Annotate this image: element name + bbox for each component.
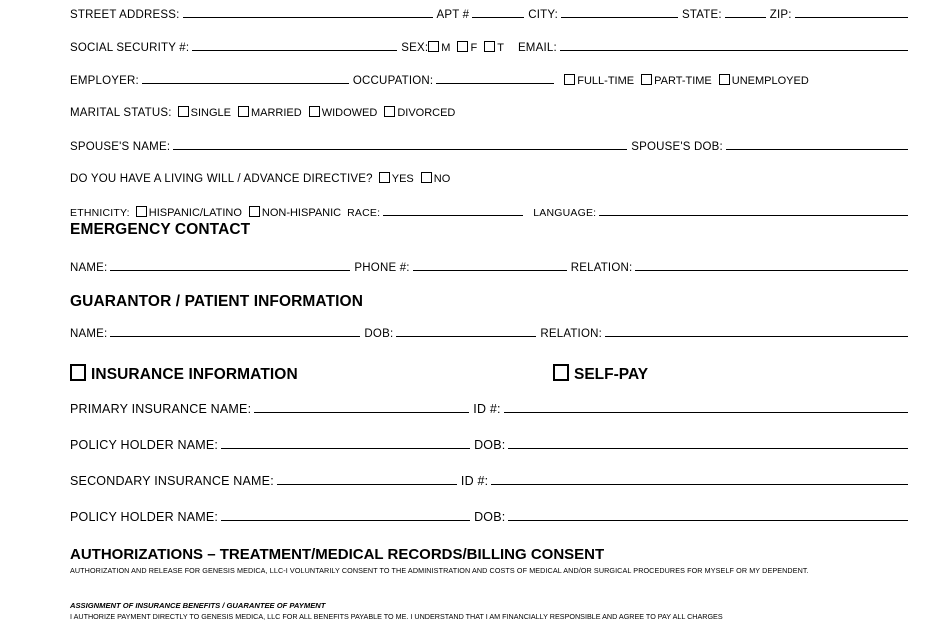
employer-label: EMPLOYER:: [70, 75, 139, 87]
authorizations-consent-text: AUTHORIZATION AND RELEASE FOR GENESIS MEDICA, LLC-I VOLUNTARILY CONSENT TO THE ADMINISTRATION AND COSTS OF MEDICAL AND/OR SURGICAL PROCEDURES FOR MYSELF OR MY DEPENDENT.: [70, 566, 809, 575]
sex-t-checkbox[interactable]: [484, 41, 495, 52]
secondary-policy-holder-input[interactable]: [221, 509, 470, 521]
ethnicity-option-hispanic[interactable]: [136, 205, 242, 219]
occupation-label: OCCUPATION:: [352, 75, 434, 87]
marital-option-widowed[interactable]: [309, 105, 378, 119]
primary-policy-holder-dob-input[interactable]: [508, 437, 908, 449]
sex-f-checkbox[interactable]: [457, 41, 468, 52]
zip-label: ZIP:: [769, 9, 792, 21]
sex-option-f[interactable]: [457, 40, 477, 54]
secondary-policy-holder-dob-input[interactable]: [508, 509, 908, 521]
social-security-input[interactable]: [192, 39, 397, 51]
married-checkbox[interactable]: [238, 106, 249, 117]
primary-insurance-id-label: ID #:: [473, 402, 501, 416]
widowed-checkbox[interactable]: [309, 106, 320, 117]
spouse-row: [70, 138, 912, 153]
unemployed-label: UNEMPLOYED: [731, 75, 809, 87]
employer-row: [70, 72, 912, 87]
street-address-label: STREET ADDRESS:: [70, 9, 180, 21]
secondary-insurance-name-input[interactable]: [277, 473, 457, 485]
sex-m-label: M: [441, 42, 451, 54]
email-label: EMAIL:: [517, 42, 557, 54]
single-checkbox[interactable]: [178, 106, 189, 117]
marital-option-single[interactable]: [178, 105, 231, 119]
sex-t-label: T: [497, 42, 504, 54]
guarantor-dob-input[interactable]: [396, 325, 536, 337]
state-input[interactable]: [725, 6, 766, 18]
emergency-phone-input[interactable]: [413, 259, 567, 271]
zip-input[interactable]: [795, 6, 908, 18]
employment-option-full-time[interactable]: [564, 73, 634, 87]
ssn-sex-email-row: [70, 39, 912, 54]
race-input[interactable]: [383, 204, 523, 216]
city-label: CITY:: [528, 9, 559, 21]
sex-option-m[interactable]: [428, 40, 450, 54]
race-label: RACE:: [347, 207, 381, 219]
marital-status-row: [70, 105, 912, 119]
primary-insurance-row: [70, 401, 912, 416]
social-security-label: SOCIAL SECURITY #:: [70, 42, 190, 54]
guarantor-row: [70, 325, 912, 340]
ethnicity-option-non-hispanic[interactable]: [249, 205, 341, 219]
non-hispanic-label: NON-HISPANIC: [261, 207, 342, 219]
living-will-label: DO YOU HAVE A LIVING WILL / ADVANCE DIRECTIVE?: [70, 173, 373, 185]
emergency-relation-label: RELATION:: [570, 262, 633, 274]
primary-policy-holder-row: [70, 437, 912, 452]
emergency-phone-label: PHONE #:: [354, 262, 410, 274]
sex-f-label: F: [470, 42, 478, 54]
secondary-insurance-name-label: SECONDARY INSURANCE NAME:: [70, 474, 274, 488]
marital-option-divorced[interactable]: [384, 105, 455, 119]
emergency-name-input[interactable]: [110, 259, 350, 271]
primary-policy-holder-label: POLICY HOLDER NAME:: [70, 438, 219, 452]
authorizations-heading: AUTHORIZATIONS – TREATMENT/MEDICAL RECORDS/BILLING CONSENT: [70, 546, 605, 563]
secondary-policy-holder-dob-label: DOB:: [474, 510, 506, 524]
email-input[interactable]: [560, 39, 908, 51]
living-will-yes-label: YES: [391, 173, 414, 185]
emergency-contact-row: [70, 259, 912, 274]
spouse-dob-label: SPOUSE'S DOB:: [631, 141, 723, 153]
sex-m-checkbox[interactable]: [428, 41, 439, 52]
primary-insurance-id-input[interactable]: [504, 401, 908, 413]
guarantor-relation-label: RELATION:: [540, 328, 602, 340]
guarantor-name-label: NAME:: [70, 328, 108, 340]
secondary-insurance-row: [70, 473, 912, 488]
guarantor-relation-input[interactable]: [605, 325, 908, 337]
emergency-name-label: NAME:: [70, 262, 108, 274]
occupation-input[interactable]: [436, 72, 554, 84]
insurance-information-label: INSURANCE INFORMATION: [91, 366, 298, 383]
guarantor-heading: GUARANTOR / PATIENT INFORMATION: [70, 293, 363, 310]
part-time-label: PART-TIME: [654, 75, 712, 87]
street-address-row: [70, 6, 912, 21]
employment-option-part-time[interactable]: [641, 73, 712, 87]
hispanic-latino-label: HISPANIC/LATINO: [148, 207, 242, 219]
guarantor-name-input[interactable]: [110, 325, 360, 337]
city-input[interactable]: [561, 6, 678, 18]
secondary-policy-holder-label: POLICY HOLDER NAME:: [70, 510, 219, 524]
primary-insurance-name-label: PRIMARY INSURANCE NAME:: [70, 402, 252, 416]
full-time-checkbox[interactable]: [564, 74, 575, 85]
primary-policy-holder-input[interactable]: [221, 437, 470, 449]
insurance-information-checkbox[interactable]: [70, 364, 86, 381]
street-address-input[interactable]: [183, 6, 433, 18]
unemployed-checkbox[interactable]: [719, 74, 730, 85]
hispanic-latino-checkbox[interactable]: [136, 206, 147, 217]
primary-policy-holder-dob-label: DOB:: [474, 438, 506, 452]
marital-option-married[interactable]: [238, 105, 302, 119]
living-will-no-checkbox[interactable]: [421, 172, 432, 183]
assignment-of-benefits-text: I AUTHORIZE PAYMENT DIRECTLY TO GENESIS MEDICA, LLC FOR ALL BENEFITS PAYABLE TO ME. I UNDERSTAND THAT I AM FINANCIALLY RESPONSIBLE AND AGREE TO PAY ALL CHARGES: [70, 612, 723, 621]
widowed-label: WIDOWED: [321, 107, 378, 119]
self-pay-label: SELF-PAY: [574, 366, 649, 383]
insurance-information-heading[interactable]: [70, 362, 298, 384]
part-time-checkbox[interactable]: [641, 74, 652, 85]
secondary-insurance-id-input[interactable]: [491, 473, 908, 485]
self-pay-checkbox[interactable]: [553, 364, 569, 381]
spouse-name-label: SPOUSE'S NAME:: [70, 141, 171, 153]
emergency-relation-input[interactable]: [635, 259, 908, 271]
living-will-row: [70, 171, 912, 185]
sex-option-t[interactable]: [484, 40, 504, 54]
self-pay-heading[interactable]: [553, 362, 648, 384]
living-will-option-yes[interactable]: [379, 171, 414, 185]
sex-label: SEX:: [401, 42, 429, 54]
assignment-of-benefits-heading: ASSIGNMENT OF INSURANCE BENEFITS / GUARANTEE OF PAYMENT: [70, 601, 326, 610]
non-hispanic-checkbox[interactable]: [249, 206, 260, 217]
ethnicity-row: [70, 204, 912, 219]
full-time-label: FULL-TIME: [577, 75, 635, 87]
divorced-label: DIVORCED: [397, 107, 456, 119]
living-will-yes-checkbox[interactable]: [379, 172, 390, 183]
emergency-contact-heading: EMERGENCY CONTACT: [70, 221, 251, 238]
employment-option-unemployed[interactable]: [719, 73, 809, 87]
ethnicity-label: ETHNICITY:: [70, 207, 130, 219]
primary-insurance-name-input[interactable]: [254, 401, 469, 413]
single-label: SINGLE: [190, 107, 231, 119]
secondary-insurance-id-label: ID #:: [460, 474, 489, 488]
secondary-policy-holder-row: [70, 509, 912, 524]
divorced-checkbox[interactable]: [384, 106, 395, 117]
guarantor-dob-label: DOB:: [364, 328, 394, 340]
spouse-name-input[interactable]: [173, 138, 627, 150]
state-label: STATE:: [682, 9, 722, 21]
marital-status-label: MARITAL STATUS:: [70, 107, 172, 119]
spouse-dob-input[interactable]: [726, 138, 908, 150]
apt-label: APT #: [436, 9, 470, 21]
married-label: MARRIED: [250, 107, 302, 119]
language-input[interactable]: [599, 204, 908, 216]
living-will-no-label: NO: [433, 173, 451, 185]
language-label: LANGUAGE:: [533, 207, 597, 219]
apt-input[interactable]: [472, 6, 524, 18]
employer-input[interactable]: [142, 72, 349, 84]
living-will-option-no[interactable]: [421, 171, 451, 185]
